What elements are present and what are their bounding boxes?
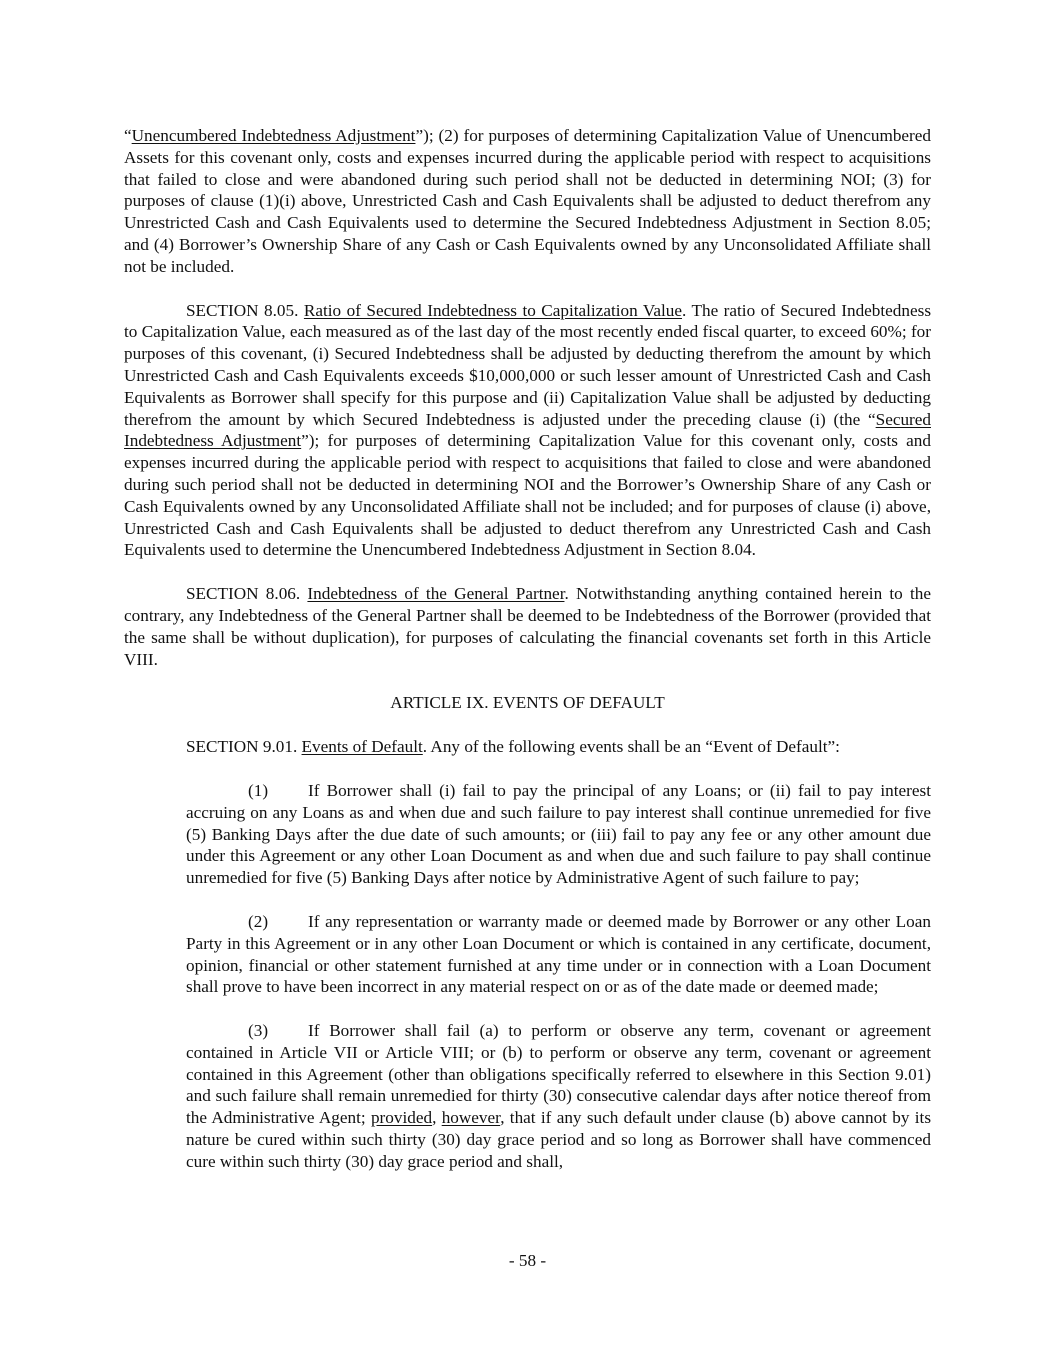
section-8-06: SECTION 8.06. Indebtedness of the General Partner. Notwithstanding anything contained herein to the contrary, any Indebtedness of the General Partner shall be deemed to be Indebtedness of the Borrower (provided that the same shall be without duplication), for purposes of calculating the financial covenants set forth in this Article VIII.	[124, 584, 931, 669]
article-heading: ARTICLE IX. EVENTS OF DEFAULT	[390, 693, 665, 713]
section-9-01-label: SECTION 9.01.	[186, 737, 298, 757]
list-item-number: (3)	[248, 1021, 269, 1041]
defined-term-secured-indebtedness-adjustment: Secured Indebtedness Adjustment	[124, 409, 931, 451]
list-item: (3) If Borrower shall fail (a) to perform or observe any term, covenant or agreement contained in Article VII or Article VIII; or (b) to perform or observe any term, covenant or agreement contained in this Agreement (other than obligations specifically referred to elsewhere in this Section 9.01) and such failure shall remain unremedied for thirty (30) consecutive calendar days after notice thereof from the Administrative Agent; provided, however, that if any such default under clause (b) above cannot by its nature be cured within such thirty (30) day grace period and so long as Borrower shall have commenced cure within such thirty (30) day grace period and shall,	[186, 1021, 932, 1171]
list-item: (1) If Borrower shall (i) fail to pay the principal of any Loans; or (ii) fail to pay interest accruing on any Loans as and when due and such failure to pay interest shall continue unremedied for five (5) Banking Days after the due date of such amounts; or (iii) fail to pay any fee or any other amount due under this Agreement or any other Loan Document as and when due and such failure to pay shall continue unremedied for five (5) Banking Days after notice by Administrative Agent of such failure to pay;	[186, 780, 931, 888]
list-item: (2) If any representation or warranty made or deemed made by Borrower or any other Loan Party in this Agreement or in any other Loan Document or which is contained in any certificate, document, opinion, financial or other statement furnished at any time under or in connection with a Loan Document shall prove to have been incorrect in any material respect on or as of the date made or deemed made;	[186, 911, 931, 997]
list-item-number: (2)	[248, 911, 269, 931]
however-term: however	[441, 1108, 501, 1128]
section-8-05: SECTION 8.05. Ratio of Secured Indebtedness to Capitalization Value. The ratio of Secured Indebtedness to Capitalization Value, each measured as of the last day of the most recently ended fiscal quarter, to exceed 60%; for purposes of this covenant, (i) Secured Indebtedness shall be adjusted by deducting therefrom the amount by which Unrestricted Cash and Cash Equivalents exceeds $10,000,000 or such lesser amount of Unrestricted Cash and Cash Equivalents as Borrower shall specify for this purpose and (ii) Capitalization Value shall be adjusted by deducting therefrom the amount by which Secured Indebtedness is adjusted under the preceding clause (i) (the “Secured Indebtedness Adjustment”); for purposes of determining Capitalization Value for this covenant only, costs and expenses incurred during the applicable period with respect to acquisitions that failed to close and were abandoned during such period shall not be deducted in determining NOI and the Borrower’s Ownership Share of any Cash or Cash Equivalents owned by any Unconsolidated Affiliate shall not be included; and for purposes of clause (i) above, Unrestricted Cash and Cash Equivalents shall be adjusted to deduct therefrom any Unrestricted Cash and Cash Equivalents used to determine the Unencumbered Indebtedness Adjustment in Section 8.04.	[124, 300, 932, 560]
section-8-05-label: SECTION 8.05.	[186, 300, 299, 320]
section-9-01-title: Events of Default	[301, 737, 423, 757]
section-8-05-title: Ratio of Secured Indebtedness to Capitalization Value	[303, 300, 683, 320]
events-of-default-list	[186, 780, 931, 1173]
section-8-06-label: SECTION 8.06.	[186, 584, 301, 604]
page-number: - 58 -	[508, 1251, 547, 1270]
section-9-01: SECTION 9.01. Events of Default. Any of the following events shall be an “Event of Default”:	[186, 737, 840, 757]
paragraph-8-04-continuation: “Unencumbered Indebtedness Adjustment”); (2) for purposes of determining Capitalization Value of Unencumbered Assets for this covenant only, costs and expenses incurred during the applicable period with respect to acquisitions that failed to close and were abandoned during such period shall not be deducted in determining NOI; (3) for purposes of clause (1)(i) above, Unrestricted Cash and Cash Equivalents shall be adjusted to deduct therefrom any Unrestricted Cash and Cash Equivalents used to determine the Secured Indebtedness Adjustment in Section 8.05; and (4) Borrower’s Ownership Share of any Cash or Cash Equivalents owned by any Unconsolidated Affiliate shall not be included.	[124, 126, 931, 276]
defined-term-unencumbered-indebtedness-adjustment: Unencumbered Indebtedness Adjustment	[131, 126, 416, 145]
document-page	[124, 125, 931, 1173]
provided-term: provided	[370, 1108, 433, 1128]
section-8-06-title: Indebtedness of the General Partner	[307, 584, 565, 604]
list-item-number: (1)	[248, 780, 269, 800]
